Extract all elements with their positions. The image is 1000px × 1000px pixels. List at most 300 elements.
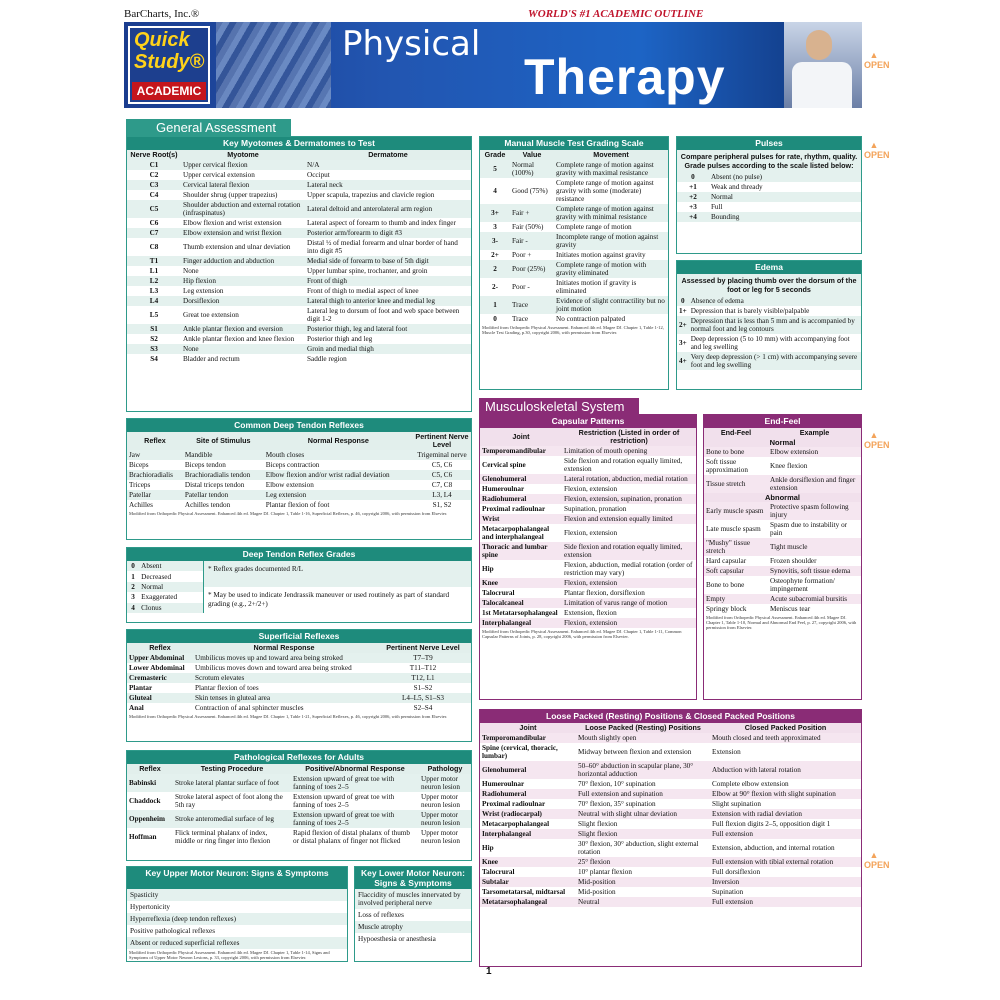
table-cell: Side flexion and rotation equally limited, extension [562,542,696,560]
col-header: Joint [480,723,576,733]
myotomes-title: Key Myotomes & Dermatomes to Test [127,137,471,150]
table-cell: Complete range of motion [556,223,632,231]
mmt-table [479,136,669,390]
table-row [127,810,471,828]
table-cell: 3+ [679,339,687,347]
reflex-grades-note2: * May be used to indicate Jendrassik maneuver or used routinely as part of standard grading (e.g., 2+/2+) [208,591,450,608]
table-cell: Meniscus tear [770,605,811,613]
doctor-image [784,22,862,108]
table-cell: 3 [493,223,497,231]
table-cell: Upper motor neuron lesion [421,829,460,845]
table-cell: Hip [482,565,494,573]
table-cell: Wrist [480,514,562,524]
table-cell: 1 [131,572,135,581]
table-cell: Brachioradialis [127,470,183,480]
table-cell: Decreased [141,572,172,581]
table-cell: Bone to bone [704,447,768,457]
list-item: Hypoesthesia or anesthesia [358,935,436,943]
endfeel-normal-label: Normal [704,438,861,447]
page-title-part1: Physical [342,24,481,64]
table-cell: Contraction of anal sphincter muscles [195,704,304,712]
table-cell: Biceps contraction [265,461,320,469]
table-cell: Occiput [307,171,330,179]
table-cell: 50–60° abduction in scapular plane, 30° horizontal adduction [576,761,710,779]
table-cell: Springy block [706,605,747,613]
table-cell: Inversion [710,877,861,887]
table-row [480,250,668,260]
table-cell: Complete range of motion with gravity eliminated [554,260,668,278]
open-tab-label: OPEN [864,860,890,870]
table-cell: Bounding [709,212,861,222]
title-banner [124,22,862,108]
table-cell: Elbow at 90° flexion with slight supination [710,789,861,799]
table-cell: Upper cervical flexion [181,160,305,170]
table-row [480,761,861,779]
myotomes-body [127,160,471,364]
table-cell: Incomplete range of motion against gravity [554,232,668,250]
table-cell: Flexion, extension [564,485,618,493]
table-cell: L1 [149,267,159,275]
table-cell: Biceps tendon [184,461,226,469]
table-cell: Flexion, extension [562,618,696,628]
table-cell: Poor + [512,251,532,259]
deep-tendon-table [126,418,472,540]
table-row [480,542,696,560]
table-row [677,212,861,222]
table-row [127,228,471,238]
table-cell: Slight flexion [576,829,710,839]
table-row [704,604,861,614]
table-row [127,673,471,683]
table-row [127,256,471,266]
table-row [704,594,861,604]
table-row [480,474,696,484]
table-row [127,170,471,180]
table-row [480,446,696,456]
table-cell: Flexion and extension equally limited [562,514,696,524]
table-row [480,160,668,178]
list-item: Positive pathological reflexes [130,927,216,935]
endfeel-title: End-Feel [704,415,861,428]
table-cell: Ankle dorsiflexion and finger extension [768,475,861,493]
table-cell: Brachioradialis tendon [183,470,264,480]
table-cell: No contraction palpated [556,315,626,323]
table-cell: Mid-position [576,877,710,887]
reflex-grades-table [126,547,472,623]
table-row [127,306,471,324]
superficial-reflexes-table [126,629,472,742]
edema-intro: Assessed by placing thumb over the dorsum of the foot or leg for 5 seconds [677,274,861,296]
table-row [127,693,471,703]
col-header: Pertinent Nerve Level [375,643,471,653]
table-cell: Metatarsophalangeal [480,897,576,907]
table-cell: 2- [492,283,498,291]
table-cell: Fair - [510,232,554,250]
table-cell: Upper motor neuron lesion [419,774,471,792]
table-cell: 4+ [677,352,689,370]
table-cell: Late muscle spasm [706,525,761,533]
table-row [480,733,861,743]
table-cell: Posterior thigh and leg [307,335,373,343]
packed-title: Loose Packed (Resting) Positions & Closed Packed Positions [480,710,861,723]
capsular-body [480,446,696,628]
table-cell: Glenohumeral [480,474,562,484]
table-row [480,514,696,524]
table-cell: Metacarpophalangeal [482,820,550,828]
table-row [480,887,861,897]
umn-note: Modified from Orthopedic Physical Assessment. Enhanced 4th ed. Magee DJ. Chapter 1, Table 1-14, Signs and Symptoms of Upper Motor Neuron Lesions, p. 33, copyright 2006, with permission from Elsevier. [129,950,330,960]
table-row [480,819,861,829]
table-cell: Flexion, extension [564,529,618,537]
table-cell: L3 [149,287,159,295]
table-cell: Hoffman [129,833,157,841]
table-cell: Deep depression (5 to 10 mm) with accompanying foot and leg swelling [690,335,850,351]
edema-title: Edema [677,261,861,274]
logo-study: Study® [134,51,205,73]
table-cell: Dorsiflexion [181,296,305,306]
col-header: Pathology [419,764,471,774]
table-row [677,334,861,352]
table-row [127,324,471,334]
table-row [677,316,861,334]
open-tab-4: ▲ OPEN [864,850,890,870]
col-header: Joint [480,428,562,446]
table-row [480,222,668,232]
table-cell: 3 [131,593,135,602]
table-cell: Elbow flexion and wrist extension [183,219,282,227]
col-header: Dermatome [305,150,471,160]
table-row [480,743,861,761]
col-header: Reflex [127,432,183,450]
pathological-reflexes-table [126,750,472,861]
table-cell: Plantar [129,684,153,692]
table-cell: S2–S4 [413,704,433,712]
table-cell: Lateral deltoid and anterolateral arm region [305,200,471,218]
table-cell: Supination [712,888,744,896]
pulses-body [677,172,861,222]
table-row [127,190,471,200]
table-cell: Shoulder shrug (upper trapezius) [183,191,278,199]
table-cell: Knee [480,857,576,867]
table-row [480,829,861,839]
table-row [127,218,471,228]
table-row [480,598,696,608]
table-cell: L4 [127,296,181,306]
table-cell: Extension with radial deviation [710,809,861,819]
table-cell: Patellar [127,490,183,500]
table-cell: Lateral leg to dorsum of foot and web space between digit 1-2 [307,307,460,323]
table-cell: Weak and thready [710,183,763,191]
table-cell: Depression that is less than 5 mm and is accompanied by normal foot and leg contours [689,316,861,334]
table-row [704,520,861,538]
table-cell: Achilles [129,501,153,509]
table-cell: Complete elbow extension [712,780,789,788]
table-cell: Hip [482,844,494,852]
table-cell: Temporomandibular [480,733,576,743]
quickstudy-logo [128,26,210,104]
table-row [127,490,471,500]
table-cell: Normal [139,582,203,592]
table-cell: Limitation of mouth opening [562,446,696,456]
table-row [480,260,668,278]
open-tab-1: ▲ OPEN [864,50,890,70]
pulses-title: Pulses [677,137,861,150]
table-cell: 4 [493,187,497,195]
table-row [480,608,696,618]
table-cell: Cervical spine [482,461,526,469]
table-row [127,344,471,354]
table-cell: Full dorsiflexion [712,868,761,876]
lmn-list [355,889,471,945]
table-cell: Early muscle spasm [704,502,768,520]
table-cell: C8 [149,243,159,251]
table-cell: Poor - [512,283,530,291]
table-cell: Thoracic and lumbar spine [480,542,562,560]
table-cell: +4 [677,212,709,222]
packed-body [480,733,861,907]
superficial-title: Superficial Reflexes [127,630,471,643]
list-item: Hypertonicity [130,903,170,911]
table-cell: Complete range of motion against gravity with minimal resistance [554,204,668,222]
list-item: Loss of reflexes [358,911,404,919]
table-cell: Great toe extension [183,311,239,319]
table-row [127,828,471,846]
table-cell: C7 [127,228,181,238]
table-cell: Upper motor neuron lesion [421,793,460,809]
table-cell: "Mushy" tissue stretch [704,538,768,556]
col-header: Loose Packed (Resting) Positions [576,723,710,733]
table-cell: C3 [127,180,181,190]
deep-tendon-note: Modified from Orthopedic Physical Assessment. Enhanced 4th ed. Magee DJ. Chapter 1, Table 1-16, Superficial Reflexes, p. 46, copyright 2006, with permission from Elsevier. [129,511,448,516]
table-cell: Slight supination [712,800,761,808]
table-row [704,475,861,493]
list-item: Absent or reduced superficial reflexes [127,937,347,949]
table-cell: Achilles tendon [184,501,231,509]
endfeel-note: Modified from Orthopedic Physical Assessment. Enhanced 4th ed. Magee DJ. Chapter 1, Table 1-10, Normal and Abnormal End Feel, p. 27, copyright 2006, with permission from Elsevier. [706,615,857,630]
table-cell: Supination, pronation [564,505,627,513]
musculoskeletal-header: Musculoskeletal System [479,398,639,415]
table-row [127,160,471,170]
table-row [480,897,861,907]
table-cell: Normal (100%) [510,160,554,178]
table-cell: Limitation of varus range of motion [562,598,696,608]
table-cell: Extension upward of great toe with fanning of toes 2–5 [291,774,419,792]
table-cell: L5 [149,311,159,319]
table-cell: Leg extension [183,287,224,295]
table-cell: 5 [480,160,510,178]
table-row [127,334,471,344]
table-cell: Humeroulnar [482,780,525,788]
table-row [480,877,861,887]
table-cell: Wrist (radiocarpal) [480,809,576,819]
endfeel-abnormal-label: Abnormal [704,493,861,502]
table-cell: T12, L1 [375,673,471,683]
table-cell: Full extension and supination [576,789,710,799]
table-cell: Clonus [139,603,203,613]
table-cell: Skin tenses in gluteal area [193,693,375,703]
table-cell: T7–T9 [375,653,471,663]
general-assessment-header: General Assessment [126,119,291,136]
table-cell: Chaddock [129,797,161,805]
table-row [677,172,861,182]
table-cell: Elbow flexion and/or wrist radial deviation [264,470,413,480]
col-header: Reflex [127,643,193,653]
table-cell: Medial side of forearm to base of 5th digit [305,256,471,266]
table-cell: Mid-position [578,888,616,896]
table-cell: T1 [127,256,181,266]
table-cell: Temporomandibular [480,446,562,456]
open-tab-label: OPEN [864,60,890,70]
table-row [677,182,861,192]
table-cell: Posterior thigh, leg and lateral foot [305,324,471,334]
table-cell: S4 [150,355,158,363]
endfeel-normal-body [704,447,861,493]
table-cell: +2 [677,192,709,202]
table-cell: Interphalangeal [480,829,576,839]
table-cell: Oppenheim [127,810,173,828]
table-row [127,276,471,286]
table-row [127,663,471,673]
table-cell: 0 [493,315,497,323]
table-cell: Shoulder abduction and external rotation (infraspinatus) [181,200,305,218]
table-cell: Lateral thigh to anterior knee and medial leg [305,296,471,306]
table-row [127,286,471,296]
table-cell: Spasm due to instability or pain [770,521,848,537]
table-cell: 1 [480,296,510,314]
pathological-body [127,774,471,846]
table-row [480,839,861,857]
table-cell: Upper scapula, trapezius and clavicle region [307,191,435,199]
table-cell: Groin and medial thigh [305,344,471,354]
col-header: Nerve Root(s) [127,150,181,160]
table-cell: Absence of edema [689,296,861,306]
table-cell: Trace [512,315,529,323]
table-cell: Knee [480,578,562,588]
table-cell: C4 [149,191,159,199]
table-cell: Jaw [127,450,183,460]
table-cell: Initiates motion if gravity is eliminated [556,279,637,295]
table-cell: Upper Abdominal [127,653,193,663]
table-cell: Tight muscle [768,538,861,556]
mmt-title: Manual Muscle Test Grading Scale [480,137,668,150]
table-row [127,480,471,490]
table-cell: Slight flexion [578,820,618,828]
table-cell: S3 [127,344,181,354]
table-cell: Cervical lateral flexion [181,180,305,190]
table-cell: Talocalcaneal [480,598,562,608]
table-row [127,582,203,592]
table-row [127,354,471,364]
table-cell: Plantar flexion, dorsiflexion [564,589,645,597]
table-cell: Distal triceps tendon [184,481,245,489]
table-cell: S1–S2 [413,684,433,692]
table-row [480,779,861,789]
table-cell: 0 [677,296,689,306]
table-row [704,576,861,594]
table-row [677,192,861,202]
table-cell: Good (75%) [512,187,548,195]
table-cell: Ankle plantar flexion and eversion [181,324,305,334]
table-cell: S1 [127,324,181,334]
table-row [127,500,471,510]
table-row [480,588,696,598]
table-cell: Extension upward of great toe with fanning of toes 2–5 [291,810,419,828]
table-cell: C2 [149,171,159,179]
table-cell: Anal [129,704,144,712]
table-cell: 3+ [480,204,510,222]
table-row [704,566,861,576]
table-cell: L3, L4 [413,490,471,500]
table-cell: Lower Abdominal [129,664,185,672]
table-cell: Trigeminal nerve [413,450,471,460]
table-cell: Distal ½ of medial forearm and ulnar border of hand into digit #5 [307,239,458,255]
table-cell: S1, S2 [432,501,452,509]
table-row [480,560,696,578]
table-cell: S2 [150,335,158,343]
col-header: Positive/Abnormal Response [291,764,419,774]
table-cell: Frozen shoulder [770,557,817,565]
capsular-title: Capsular Patterns [480,415,696,428]
lmn-box [354,866,472,962]
table-cell: Absent [139,561,203,571]
table-cell: Initiates motion against gravity [556,251,646,259]
table-row [127,774,471,792]
col-header: Reflex [127,764,173,774]
table-row [480,204,668,222]
table-cell: Hip flexion [181,276,305,286]
table-cell: Elbow extension [265,481,314,489]
table-cell: Flexion, abduction, medial rotation (order of restriction may vary) [564,561,693,577]
table-cell: None [183,267,199,275]
table-row [480,232,668,250]
table-cell: Knee flexion [770,462,808,470]
table-row [127,460,471,470]
table-cell: Plantar flexion of toes [195,684,259,692]
table-cell: Thumb extension and ulnar deviation [183,243,291,251]
table-cell: Full flexion digits 2–5, opposition digit 1 [712,820,831,828]
table-cell: Neutral with slight ulnar deviation [576,809,710,819]
table-cell: 2 [480,260,510,278]
col-header: Restriction (Listed in order of restriction) [562,428,696,446]
table-row [127,653,471,663]
table-cell: Stroke lateral plantar surface of foot [173,774,291,792]
table-cell: C1 [127,160,181,170]
top-line [124,8,862,22]
table-cell: Abduction with lateral rotation [710,761,861,779]
table-cell: 70° flexion, 10° supination [578,780,656,788]
table-cell: Full extension [710,897,861,907]
table-cell: Umbilicus moves up and toward area being stroked [193,653,375,663]
table-row [127,571,203,581]
table-cell: Elbow extension and wrist flexion [181,228,305,238]
table-row [127,238,471,256]
table-row [480,524,696,542]
lmn-title: Key Lower Motor Neuron: Signs & Symptoms [355,867,471,889]
table-row [677,306,861,316]
umn-box [126,866,348,962]
table-cell: Upper lumbar spine, trochanter, and groin [307,267,428,275]
col-header: End-Feel [704,428,768,438]
table-cell: 2 [127,582,139,592]
open-tab-label: OPEN [864,440,890,450]
table-cell: Talocrural [482,868,515,876]
table-cell: Full [710,203,723,211]
table-cell: Tissue stretch [704,475,768,493]
table-cell: Subtalar [480,877,576,887]
col-header: Site of Stimulus [183,432,264,450]
table-cell: Depression that is barely visible/palpable [690,307,810,315]
page-title-part2: Therapy [524,49,726,105]
